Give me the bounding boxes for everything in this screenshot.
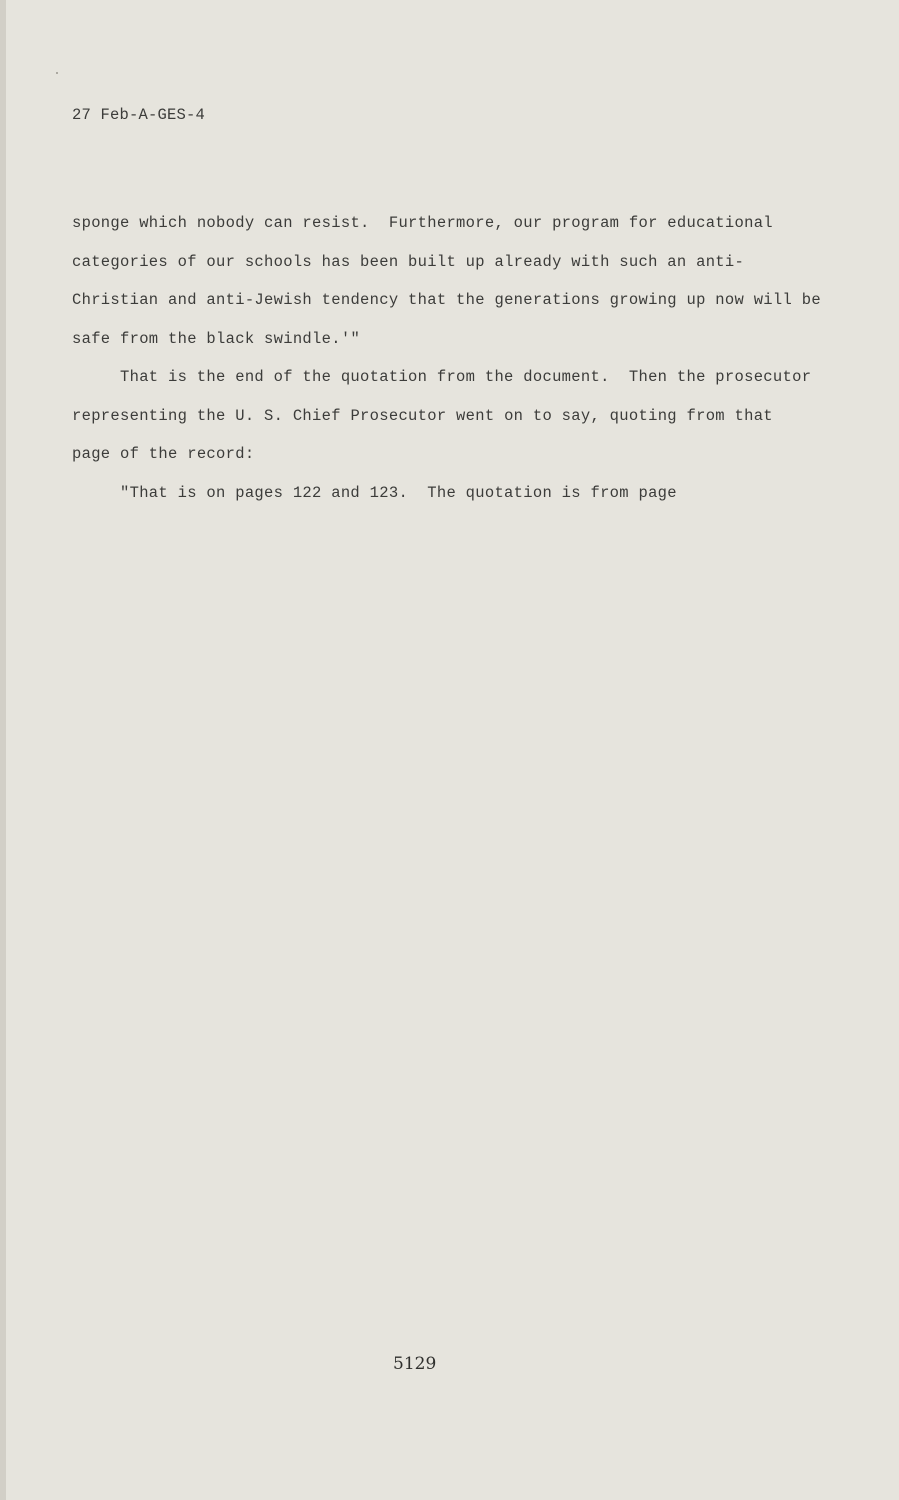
- paper-speck: [56, 72, 58, 74]
- body-line: Christian and anti-Jewish tendency that the generations growing up now will be: [72, 291, 821, 309]
- body-line: categories of our schools has been built up already with such an anti-: [72, 252, 745, 271]
- body-line: That is the end of the quotation from the document. Then the prosecutor: [120, 368, 812, 386]
- page-reference: 27 Feb-A-GES-4: [72, 106, 206, 124]
- page-number: 5129: [393, 1354, 437, 1374]
- body-line: safe from the black swindle.'": [72, 329, 361, 348]
- body-line: representing the U. S. Chief Prosecutor went on to say, quoting from that: [72, 406, 773, 425]
- body-line: page of the record:: [72, 445, 255, 463]
- transcript-body: [72, 204, 852, 512]
- body-line: "That is on pages 122 and 123. The quotation is from page: [120, 483, 677, 502]
- body-line: sponge which nobody can resist. Furthermore, our program for educational: [72, 214, 773, 232]
